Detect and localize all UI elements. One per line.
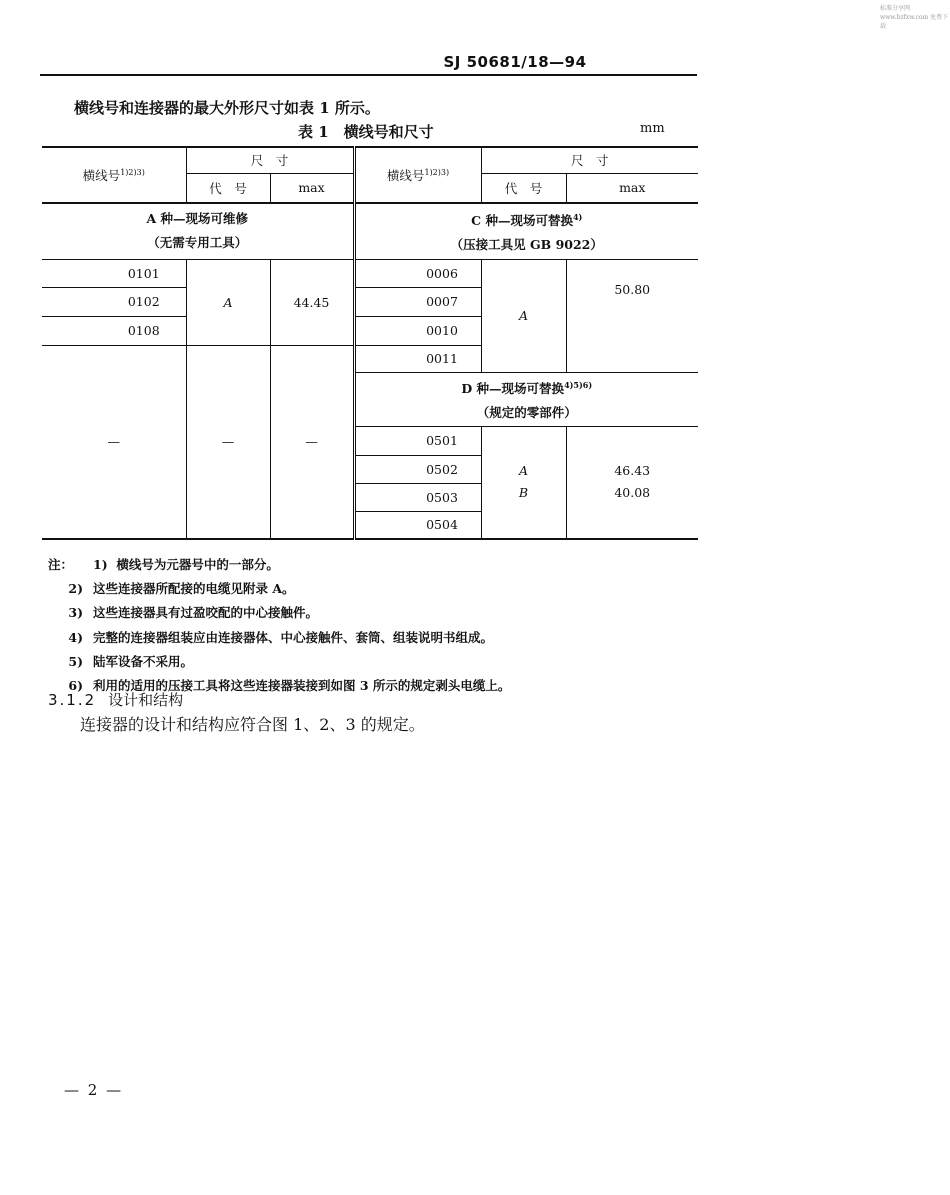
group-c-symbol: A: [481, 259, 566, 372]
table-row-code: 0504: [354, 511, 481, 539]
note-item: 2) 这些连接器所配接的电缆见附录 A。: [68, 581, 295, 597]
header-rule: [40, 74, 697, 76]
table-row-code: 0502: [354, 455, 481, 483]
group-d-title: D 种—现场可替换$^{4)5)6)}$ （规定的零部件）: [354, 372, 698, 426]
note-item: 3) 这些连接器具有过盈咬配的中心接触件。: [68, 605, 319, 621]
note-item: 4) 完整的连接器组装应由连接器体、中心接触件、套筒、组装说明书组成。: [68, 629, 494, 645]
col-code-header-right: 横线号$^{1)2)3)}$: [354, 147, 481, 203]
col-max-header: max: [270, 173, 354, 203]
table-caption: 表 1 横线号和尺寸: [298, 123, 434, 141]
col-symbol-header-right: 代 号: [481, 173, 566, 203]
table-row-code: 0108: [42, 316, 186, 345]
table-row-code: 0102: [42, 287, 186, 316]
table-row-code: 0006: [354, 259, 481, 287]
intro-text: 横线号和连接器的最大外形尺寸如表 1 所示。: [74, 99, 380, 117]
table-row-code: 0503: [354, 483, 481, 511]
document-code: SJ 50681/18—94: [443, 53, 587, 71]
group-d-symbols: A B: [481, 426, 566, 539]
group-a-max: 44.45: [270, 259, 354, 345]
note-item: 注： 1) 横线号为元器号中的一部分。: [48, 557, 279, 572]
page-number: — 2 —: [64, 1081, 124, 1099]
dimension-table: [42, 146, 698, 540]
empty-dash-code: —: [42, 345, 186, 539]
empty-dash-max: —: [270, 345, 354, 539]
section-heading: 3.1.2 设计和结构: [48, 691, 184, 709]
col-size-header-right: 尺 寸: [481, 147, 698, 173]
col-max-header-right: max: [566, 173, 698, 203]
empty-dash-symbol: —: [186, 345, 270, 539]
body-paragraph: 连接器的设计和结构应符合图 1、2、3 的规定。: [80, 715, 425, 734]
watermark-text: 标准分享网 www.bzfxw.com 免费下载: [880, 5, 949, 30]
table-row-code: 0010: [354, 316, 481, 345]
note-item: 5) 陆军设备不采用。: [68, 653, 194, 669]
group-a-symbol: A: [186, 259, 270, 345]
table-row-code: 0101: [42, 259, 186, 287]
col-symbol-header: 代 号: [186, 173, 270, 203]
table-row-code: 0501: [354, 426, 481, 455]
table-notes: [48, 553, 510, 698]
table-row-code: 0007: [354, 287, 481, 316]
col-size-header: 尺 寸: [186, 147, 354, 173]
group-c-title: C 种—现场可替换$^{4)}$ （压接工具见 GB 9022）: [354, 203, 698, 259]
group-a-title: A 种—现场可维修 （无需专用工具）: [42, 203, 354, 259]
table-unit: mm: [640, 121, 665, 136]
group-d-max: 46.43 40.08: [566, 426, 698, 539]
note-item: 6) 利用的适用的压接工具将这些连接器装接到如图 3 所示的规定剥头电缆上。: [68, 678, 511, 694]
group-c-max: 50.80: [566, 259, 698, 372]
col-code-header: 横线号$^{1)2)3)}$: [42, 147, 186, 203]
table-row-code: 0011: [354, 345, 481, 372]
